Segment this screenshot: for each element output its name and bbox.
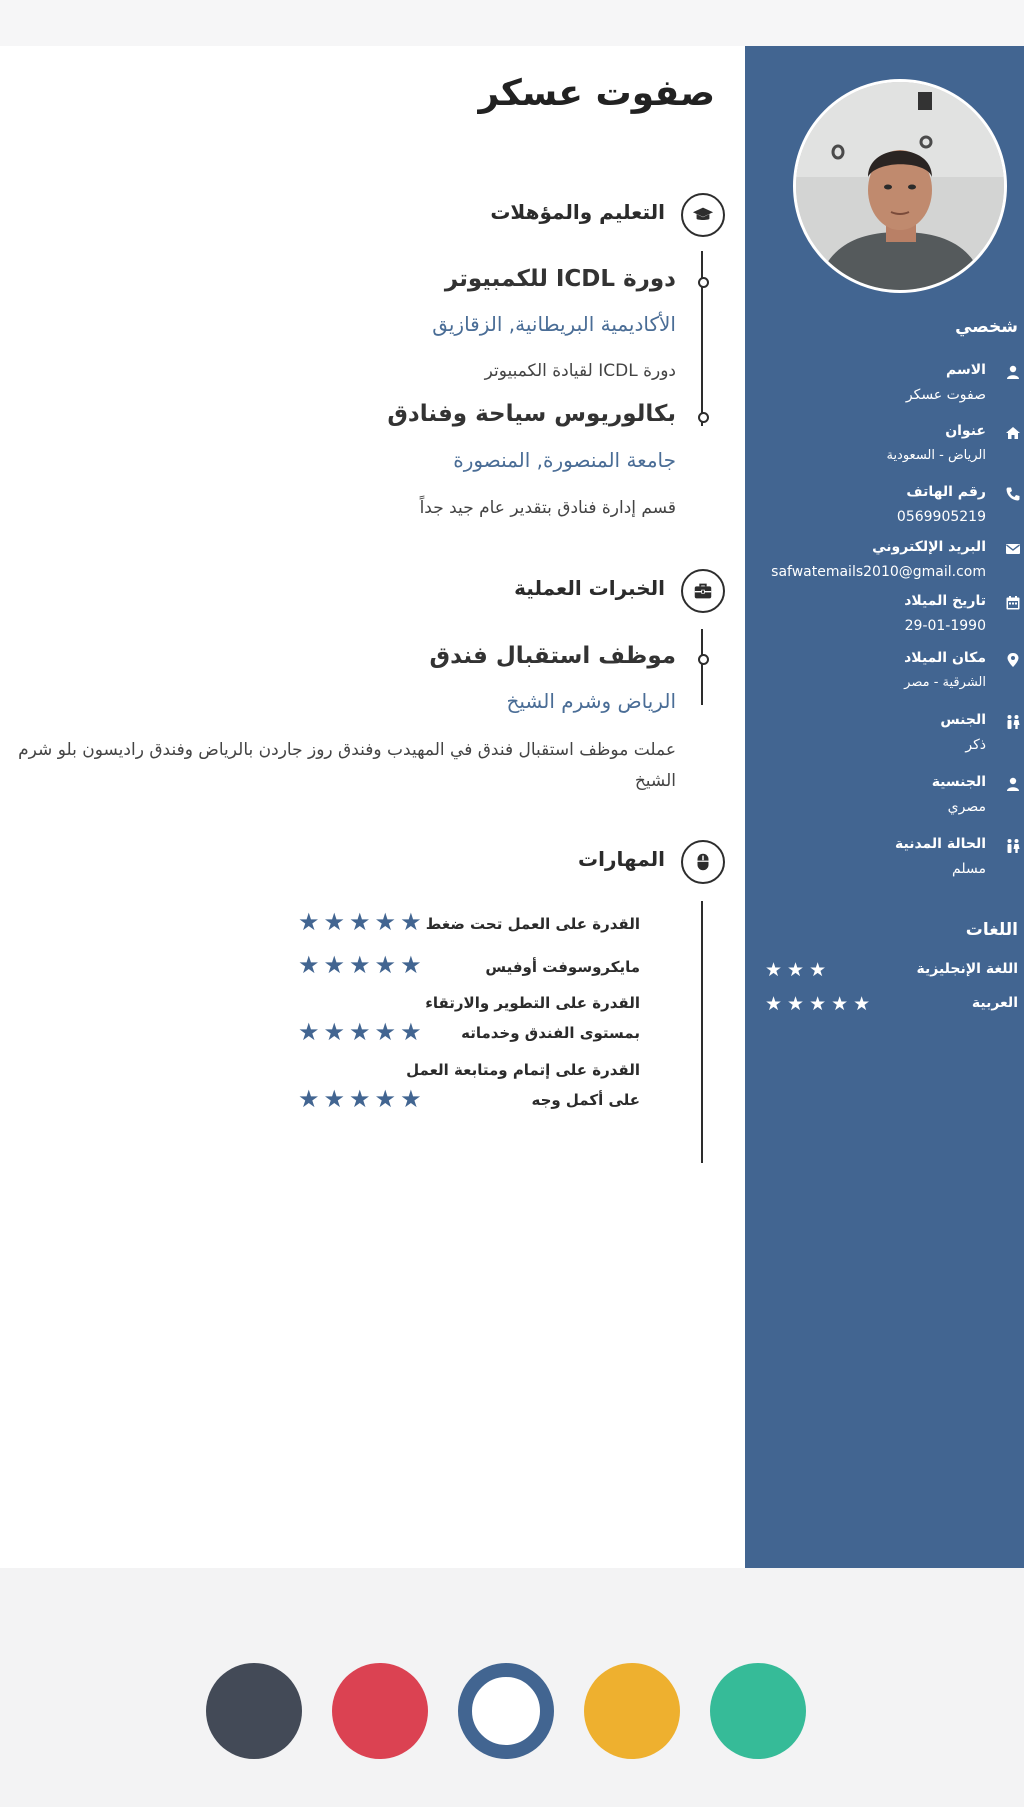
skill-label: القدرة على إتمام ومتابعة العمل على أكمل وجه: [406, 1061, 640, 1109]
language-label: العربية: [971, 995, 1018, 1011]
skills-section-header: [125, 840, 725, 888]
timeline-dot: [698, 412, 709, 423]
personal-row-address: [745, 423, 1024, 483]
personal-value: مصري: [947, 799, 986, 815]
personal-label: الجنسية: [931, 774, 986, 790]
personal-label: الجنس: [940, 712, 986, 728]
experience-item-desc: عملت موظف استقبال فندق في المهيدب وفندق روز جاردن بالرياض وفندق راديسون بلو شرم الشيخ: [18, 740, 676, 791]
color-swatch[interactable]: [710, 1663, 806, 1759]
briefcase-icon: [681, 569, 725, 613]
resume-sidebar: [745, 46, 1024, 1568]
skill-stars: ★★★★★: [298, 1018, 426, 1046]
language-stars: ★★★★★: [765, 993, 876, 1015]
color-swatch[interactable]: [332, 1663, 428, 1759]
language-row: [745, 995, 1024, 1019]
skills-timeline: [701, 901, 703, 1163]
personal-row-birthplace: [745, 650, 1024, 710]
personal-section-title: شخصي: [955, 317, 1018, 337]
resume-name: صفوت عسكر: [478, 73, 715, 114]
education-item-place: الأكاديمية البريطانية, الزقازيق: [432, 312, 676, 336]
language-label: اللغة الإنجليزية: [916, 961, 1018, 977]
education-item-title: دورة ICDL للكمبيوتر: [444, 266, 676, 292]
gender-icon: [1005, 714, 1021, 730]
user-icon: [1005, 364, 1021, 380]
experience-item-title: موظف استقبال فندق: [429, 643, 676, 669]
language-row: [745, 961, 1024, 985]
experience-timeline: [701, 629, 703, 705]
education-section-header: [125, 193, 725, 241]
personal-value: مسلم: [952, 861, 986, 877]
education-title: التعليم والمؤهلات: [490, 200, 665, 224]
education-item-place: جامعة المنصورة, المنصورة: [453, 448, 676, 472]
personal-row-marital-status: [745, 836, 1024, 896]
skills-title: المهارات: [578, 847, 665, 871]
color-swatch[interactable]: [206, 1663, 302, 1759]
skill-label: مايكروسوفت أوفيس: [485, 958, 640, 976]
resume-page: [0, 46, 1024, 1568]
personal-label: الاسم: [946, 362, 986, 378]
home-icon: [1005, 425, 1021, 441]
personal-label: عنوان: [945, 423, 986, 439]
personal-value: صفوت عسكر: [905, 387, 986, 403]
skill-stars: ★★★★★: [298, 908, 426, 936]
experience-section-header: [125, 569, 725, 617]
user-icon: [1005, 776, 1021, 792]
phone-icon: [1005, 486, 1021, 502]
resume-main: [0, 46, 745, 1568]
personal-row-gender: [745, 712, 1024, 772]
top-strip: [0, 0, 1024, 46]
mouse-icon: [681, 840, 725, 884]
graduation-cap-icon: [681, 193, 725, 237]
personal-row-email: [745, 539, 1024, 599]
skill-label: القدرة على العمل تحت ضغط: [425, 915, 640, 933]
personal-row-nationality: [745, 774, 1024, 834]
timeline-dot: [698, 277, 709, 288]
personal-value: 29-01-1990: [904, 618, 986, 634]
personal-label: رقم الهاتف: [906, 484, 986, 500]
personal-value: ذكر: [965, 737, 986, 753]
skill-stars: ★★★★★: [298, 951, 426, 979]
language-stars: ★★★: [765, 959, 832, 981]
education-item-desc: دورة ICDL لقيادة الكمبيوتر: [484, 361, 676, 381]
personal-value: الشرقية - مصر: [904, 675, 986, 690]
skill-label: القدرة على التطوير والارتقاء بمستوى الفندق وخدماته: [425, 994, 640, 1042]
people-icon: [1005, 838, 1021, 854]
envelope-icon: [1005, 541, 1021, 557]
skill-stars: ★★★★★: [298, 1085, 426, 1113]
personal-value: 0569905219: [896, 509, 986, 525]
education-item-desc: قسم إدارة فنادق بتقدير عام جيد جداً: [419, 498, 676, 518]
education-item-title: بكالوريوس سياحة وفنادق: [387, 401, 676, 427]
map-marker-icon: [1005, 652, 1021, 668]
personal-row-birthdate: [745, 593, 1024, 653]
personal-label: مكان الميلاد: [904, 650, 986, 666]
calendar-icon: [1005, 595, 1021, 611]
color-swatch[interactable]: [458, 1663, 554, 1759]
languages-section-title: اللغات: [965, 920, 1018, 940]
experience-item-place: الرياض وشرم الشيخ: [506, 689, 676, 713]
personal-value: الرياض - السعودية: [886, 448, 986, 463]
profile-photo: [793, 79, 1007, 293]
personal-value: safwatemails2010@gmail.com: [771, 564, 986, 580]
personal-row-phone: [745, 484, 1024, 544]
color-swatch[interactable]: [584, 1663, 680, 1759]
timeline-dot: [698, 654, 709, 665]
personal-row-name: [745, 362, 1024, 422]
personal-label: الحالة المدنية: [894, 836, 986, 852]
experience-title: الخبرات العملية: [514, 576, 665, 600]
personal-label: البريد الإلكتروني: [872, 539, 986, 555]
personal-label: تاريخ الميلاد: [904, 593, 986, 609]
